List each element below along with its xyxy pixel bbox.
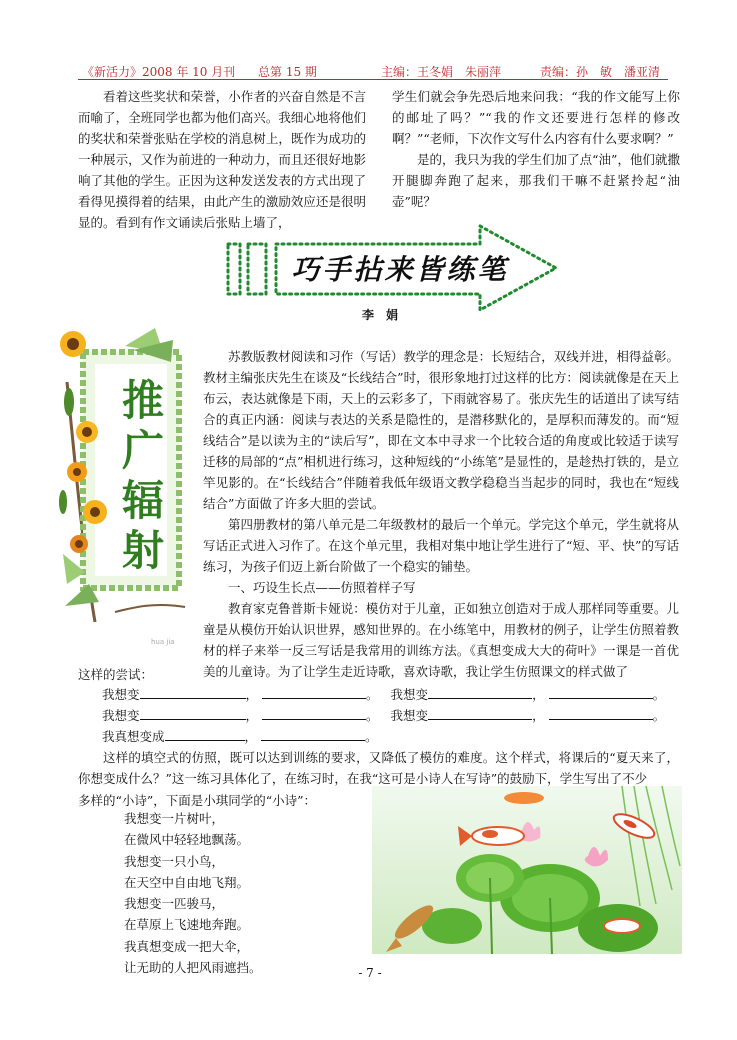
- after-template-text-1: 这样的填空式的仿照，既可以达到训练的要求，又降低了模仿的难度。这个样式，将课后的“夏天来了，你想变成什么？”这一练习具体化了，在练习时，在我“这可是小诗人在写诗”的鼓励下，学生写出了不少: [78, 750, 679, 786]
- header-issue: 总第 15 期: [258, 65, 317, 79]
- template-comma: ，: [245, 708, 259, 723]
- top-right-paragraph-2: 是的，我只为我的学生们加了点“油”，他们就撒开腿脚奔跑了起来，那我们干嘛不赶紧拎起“油壶”呢？: [392, 152, 680, 209]
- blank-line: [549, 686, 653, 699]
- poem-line: 我想变一片树叶，: [124, 811, 225, 826]
- blank-line: [428, 686, 532, 699]
- template-final-prefix: 我真想变成: [102, 729, 165, 744]
- student-poem: [124, 808, 262, 978]
- sunflower-icon: [67, 462, 87, 482]
- template-prefix: 我想变: [102, 708, 140, 723]
- poem-line: 在微风中轻轻地飘荡。: [124, 832, 250, 848]
- template-line-3: [102, 726, 665, 747]
- poem-line: 我想变一匹骏马，: [124, 896, 225, 912]
- template-period: 。: [366, 708, 379, 723]
- body-paragraph-3-end: [78, 664, 378, 685]
- template-prefix: 我想变: [390, 687, 429, 702]
- template-comma: ，: [245, 687, 259, 702]
- after-template-text-2: 多样的“小诗”，下面是小琪同学的“小诗”：: [78, 793, 317, 808]
- top-left-column: [78, 86, 366, 233]
- top-right-column: [392, 86, 680, 212]
- header-magazine: 《新活力》2008 年 10 月刊: [82, 65, 236, 79]
- sunflower-icon: [83, 500, 107, 524]
- template-period: 。: [365, 729, 378, 744]
- blank-line: [262, 686, 366, 699]
- template-period: 。: [652, 708, 666, 723]
- poem-line: 我想变一只小鸟，: [124, 853, 225, 869]
- badge-char-4: 射: [121, 526, 164, 575]
- badge-char-1: 推: [121, 376, 164, 425]
- blank-line: [549, 707, 653, 720]
- template-comma: ，: [244, 729, 258, 744]
- template-line-1: [102, 684, 665, 705]
- badge-char-2: 广: [121, 426, 164, 475]
- template-comma: ，: [532, 687, 545, 702]
- lotus-koi-illustration: [372, 786, 682, 954]
- banner-bar-large: [248, 244, 266, 294]
- koi-fish-icon: [604, 919, 640, 933]
- template-period: 。: [652, 687, 666, 702]
- blank-line: [428, 707, 532, 720]
- header-divider: [78, 79, 668, 80]
- blank-line: [261, 728, 365, 741]
- template-period: 。: [366, 687, 379, 702]
- banner-bar-small: [228, 244, 240, 294]
- sunflower-icon: [76, 421, 98, 443]
- blank-line: [140, 686, 246, 699]
- blank-line: [262, 707, 366, 720]
- after-template-paragraph: [78, 747, 679, 789]
- poem-line: 在天空中自由地飞翔。: [124, 874, 250, 890]
- header-editors: 责编：孙 敏 潘亚清: [540, 65, 661, 79]
- blank-line: [140, 707, 246, 720]
- fill-template: [102, 684, 665, 747]
- header-chief-editors: 主编：王冬娟 朱丽萍: [381, 65, 502, 79]
- sunflower-icon: [70, 535, 88, 553]
- article-author: 李 娟: [361, 308, 398, 322]
- sunflower-icon: [60, 331, 86, 357]
- top-left-paragraph: 看着这些奖状和荣誉，小作者的兴奋自然是不言而喻了，全班同学也都为他们高兴。我细心地将他们的奖状和荣誉张贴在学校的消息树上，既作为成功的一种展示，又作为前进的一种动力，而且还很好地影响了其他的学生。正因为这种发送发表的方式出现了看得见摸得着的结果，由此产生的激励效应还是很明显的。看到有作文诵读后张贴上墙了，: [78, 89, 366, 230]
- body-paragraph-3-tail: 这样的尝试：: [78, 667, 154, 682]
- body-paragraph-1: 苏教版教材阅读和习作（写话）教学的理念是：长短结合，双线并进，相得益彰。教材主编张庆先生在谈及“长线结合”时，很形象地打过这样的比方：阅读就像是在天上布云，表达就像是下雨，天上的云彩多了，下雨就容易了。张庆先生的话道出了读写结合的真正内涵：阅读与表达的关系是隐性的，是潜移默化的，是厚积而薄发的。而“短线结合”是以读为主的“读后写”，即在文本中寻求一个比较合适的角度或比较适于读写迁移的局部的“点”相机进行练习，这种短线的“小练笔”是显性的，是趁热打铁的，是立竿见影的。在“长线结合”伴随着我低年级语文教学稳稳当当起步的同时，我也在“短线结合”方面做了许多大胆的尝试。: [203, 349, 679, 511]
- promo-badge: [55, 322, 193, 650]
- page-number: - 7 -: [358, 966, 382, 980]
- badge-watermark: hua jia: [151, 638, 175, 646]
- poem-line: 在草原上飞速地奔跑。: [124, 917, 250, 933]
- section-heading-1: 一、巧设生长点——仿照着样子写: [228, 580, 416, 595]
- top-right-paragraph-1: 学生们就会争先恐后地来问我：“我的作文能写上你的邮址了吗？”“我的作文还要进行怎样的修改啊？”“老师，下次作文写什么内容有什么要求啊？”: [392, 89, 680, 146]
- template-line-2: [102, 705, 665, 726]
- article-body: [203, 346, 679, 682]
- template-comma: ，: [532, 708, 545, 723]
- poem-line: 我真想变成一把大伞，: [124, 938, 250, 954]
- blank-line: [165, 728, 245, 741]
- article-title: 巧手拈来皆练笔: [291, 253, 509, 286]
- body-paragraph-2: 第四册教材的第八单元是二年级教材的最后一个单元。学完这个单元，学生就将从写话正式进入习作了。在这个单元里，我相对集中地让学生进行了“短、平、快”的写话练习，为孩子们迈上新台阶做了一个稳实的铺垫。: [203, 517, 679, 574]
- badge-char-3: 辐: [121, 476, 164, 525]
- template-prefix: 我想变: [102, 687, 140, 702]
- koi-fish-icon: [504, 792, 544, 804]
- body-paragraph-3: 教育家克鲁普斯卡娅说：模仿对于儿童，正如独立创造对于成人那样同等重要。儿童是从模仿开始认识世界，感知世界的。在小练笔中，用教材的例子，让学生仿照着教材的样子来举一反三写话是我常用的训练方法。《真想变成大大的荷叶》一课是一首优美的儿童诗。为了让学生走近诗歌，喜欢诗歌，我让学生仿照课文的样式做了: [203, 601, 679, 679]
- template-prefix: 我想变: [390, 708, 429, 723]
- poem-line: 让无助的人把风雨遮挡。: [124, 960, 262, 976]
